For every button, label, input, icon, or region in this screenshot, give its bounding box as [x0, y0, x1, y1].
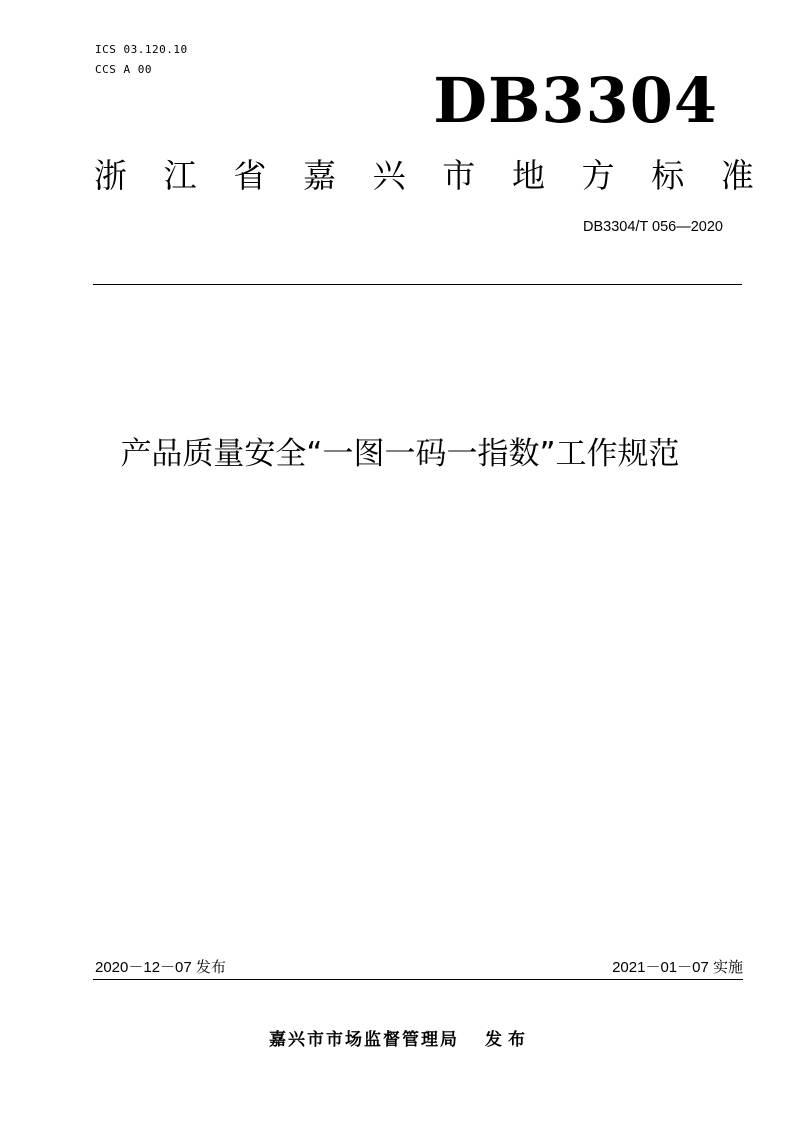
- classification-codes: [95, 40, 188, 80]
- standard-type-char: 地: [511, 156, 545, 195]
- standard-type-char: 浙: [94, 156, 127, 195]
- standard-type-char: 准: [720, 156, 754, 195]
- standard-type-char: 省: [233, 156, 267, 195]
- ccs-code: CCS A 00: [95, 63, 152, 76]
- ics-code: ICS 03.120.10: [95, 43, 188, 56]
- issuer-action: 发布: [485, 1030, 531, 1050]
- issuer-line: [0, 1027, 800, 1053]
- standard-number: DB3304/T 056—2020: [582, 219, 723, 235]
- standard-type-char: 标: [651, 156, 685, 195]
- standard-type-char: 市: [442, 156, 476, 195]
- db-mark: DB3304: [433, 64, 718, 137]
- standard-type-char: 嘉: [302, 156, 336, 195]
- header-divider: [93, 284, 742, 285]
- standard-type: [94, 150, 754, 202]
- release-date: 2020－12－07 发布: [95, 959, 226, 976]
- standard-type-char: 方: [581, 156, 615, 195]
- implement-date: 2021－01－07 实施: [612, 959, 743, 976]
- document-title: 产品质量安全“一图一码一指数”工作规范: [120, 436, 680, 472]
- standard-type-char: 江: [163, 156, 197, 195]
- date-row: [93, 957, 743, 980]
- issuer-org: 嘉兴市市场监督管理局: [269, 1030, 459, 1050]
- standard-type-char: 兴: [372, 156, 406, 195]
